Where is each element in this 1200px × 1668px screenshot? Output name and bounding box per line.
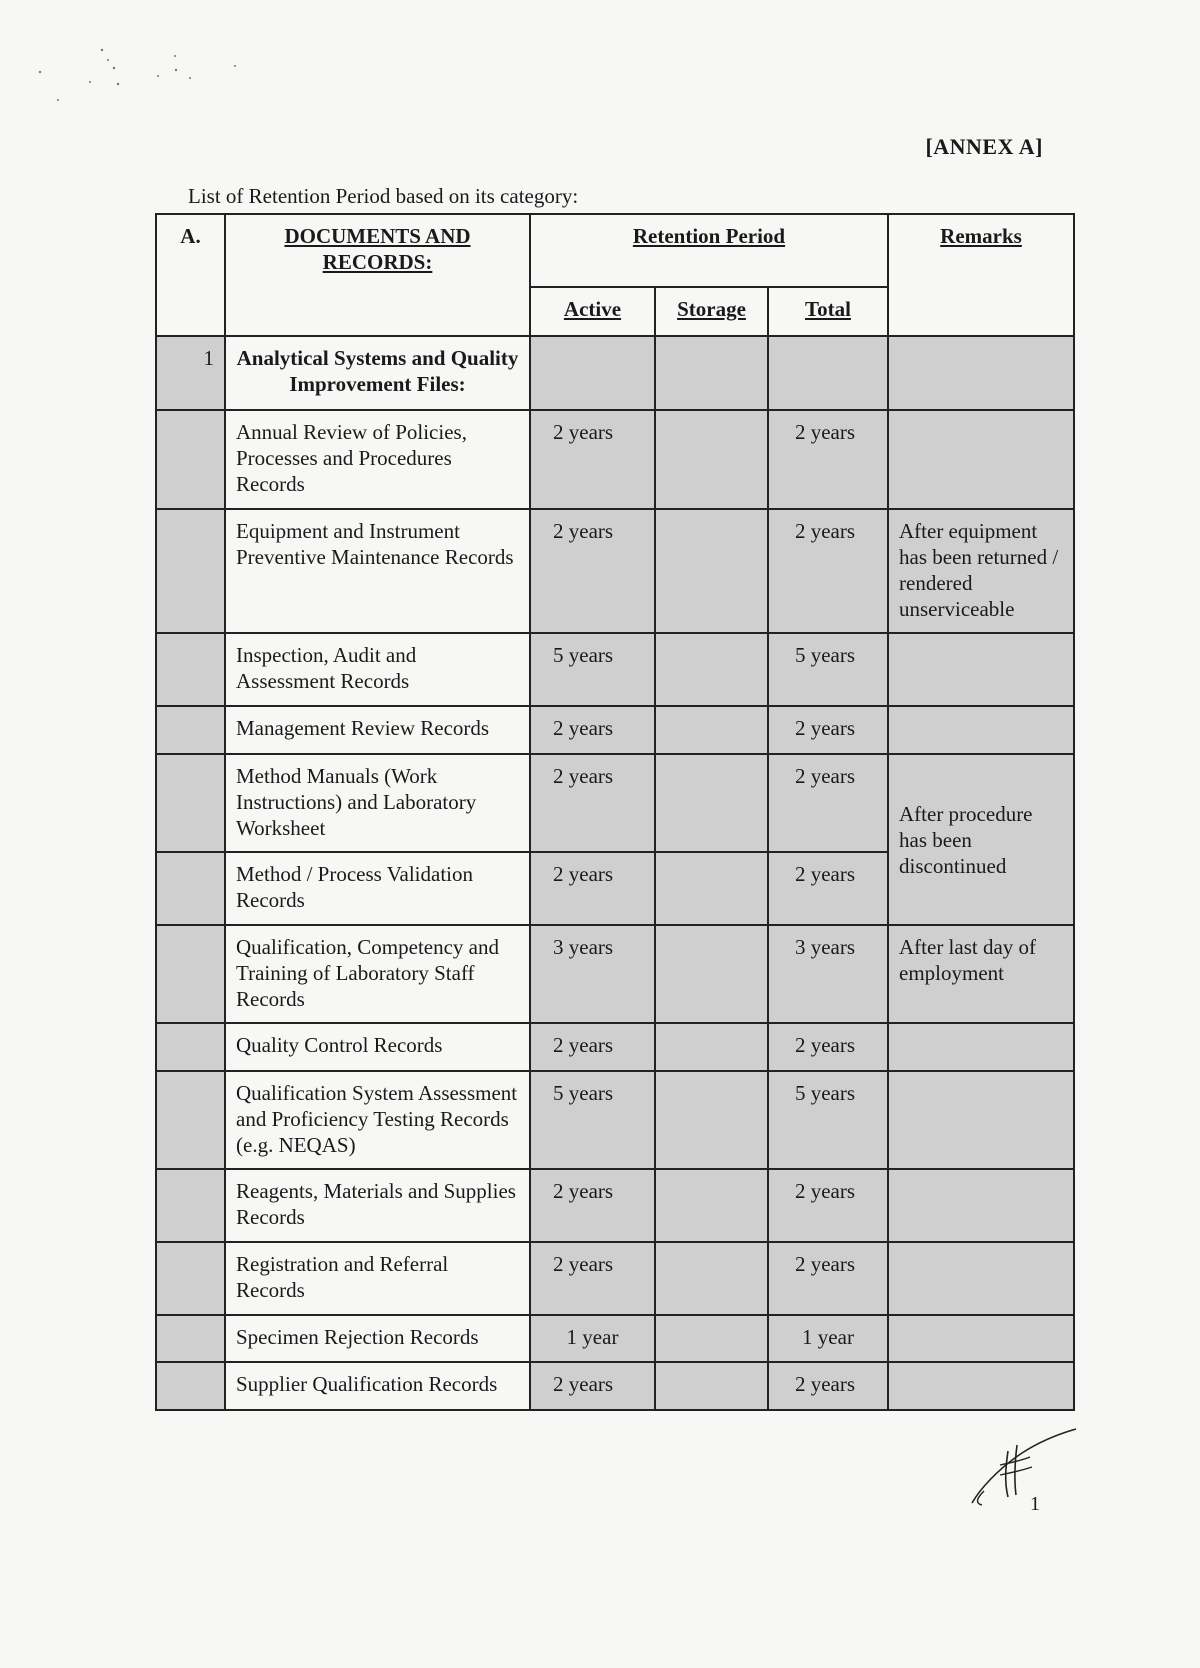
active-period: 3 years	[530, 925, 655, 1023]
record-name: Equipment and Instrument Preventive Maintenance Records	[225, 509, 530, 633]
record-name: Method Manuals (Work Instructions) and Laboratory Worksheet	[225, 754, 530, 852]
table-row	[156, 1169, 1074, 1242]
total-period: 2 years	[768, 852, 888, 925]
record-name: Qualification System Assessment and Proficiency Testing Records (e.g. NEQAS)	[225, 1071, 530, 1169]
total-period: 2 years	[768, 754, 888, 852]
col-remarks-header: Remarks	[888, 214, 1074, 336]
table-row	[156, 509, 1074, 633]
table-row	[156, 410, 1074, 509]
total-period: 5 years	[768, 1071, 888, 1169]
section-title: Analytical Systems and Quality Improvement Files:	[225, 336, 530, 410]
record-name: Qualification, Competency and Training of Laboratory Staff Records	[225, 925, 530, 1023]
table-row	[156, 1071, 1074, 1169]
record-name: Supplier Qualification Records	[225, 1362, 530, 1410]
total-period: 2 years	[768, 509, 888, 633]
total-period: 5 years	[768, 633, 888, 706]
col-retention-header: Retention Period	[530, 214, 888, 287]
section-row	[156, 336, 1074, 410]
annex-label: [ANNEX A]	[925, 134, 1043, 159]
col-a-header: A.	[156, 214, 225, 336]
record-name: Annual Review of Policies, Processes and Procedures Records	[225, 410, 530, 509]
col-storage-header: Storage	[655, 287, 768, 336]
total-period: 2 years	[768, 1242, 888, 1315]
table-row	[156, 633, 1074, 706]
signature	[970, 1425, 1080, 1515]
col-docs-header: DOCUMENTS AND RECORDS:	[225, 214, 530, 336]
remarks: After procedure has been discontinued	[888, 754, 1074, 925]
active-period: 5 years	[530, 633, 655, 706]
total-period: 2 years	[768, 1362, 888, 1410]
table-row	[156, 754, 1074, 852]
record-name: Specimen Rejection Records	[225, 1315, 530, 1362]
active-period: 2 years	[530, 754, 655, 852]
active-period: 2 years	[530, 1242, 655, 1315]
table-row	[156, 1023, 1074, 1071]
record-name: Quality Control Records	[225, 1023, 530, 1071]
table-row	[156, 925, 1074, 1023]
page-number: 1	[1030, 1493, 1040, 1515]
record-name: Method / Process Validation Records	[225, 852, 530, 925]
record-name: Reagents, Materials and Supplies Records	[225, 1169, 530, 1242]
section-number: 1	[156, 336, 225, 410]
table-row	[156, 1242, 1074, 1315]
record-name: Management Review Records	[225, 706, 530, 754]
intro-text: List of Retention Period based on its category:	[188, 184, 579, 208]
table-row	[156, 1362, 1074, 1410]
col-total-header: Total	[768, 287, 888, 336]
table-row	[156, 1315, 1074, 1362]
active-period: 2 years	[530, 706, 655, 754]
remarks: After equipment has been returned / rendered unserviceable	[888, 509, 1074, 633]
active-period: 2 years	[530, 410, 655, 509]
remarks: After last day of employment	[888, 925, 1074, 1023]
total-period: 3 years	[768, 925, 888, 1023]
active-period: 1 year	[530, 1315, 655, 1362]
total-period: 1 year	[768, 1315, 888, 1362]
active-period: 2 years	[530, 1362, 655, 1410]
col-active-header: Active	[530, 287, 655, 336]
record-name: Registration and Referral Records	[225, 1242, 530, 1315]
active-period: 2 years	[530, 852, 655, 925]
active-period: 2 years	[530, 1023, 655, 1071]
scan-specks	[30, 40, 290, 110]
retention-table	[155, 213, 1075, 1411]
total-period: 2 years	[768, 1023, 888, 1071]
total-period: 2 years	[768, 410, 888, 509]
active-period: 5 years	[530, 1071, 655, 1169]
total-period: 2 years	[768, 1169, 888, 1242]
active-period: 2 years	[530, 509, 655, 633]
active-period: 2 years	[530, 1169, 655, 1242]
record-name: Inspection, Audit and Assessment Records	[225, 633, 530, 706]
total-period: 2 years	[768, 706, 888, 754]
table-row	[156, 706, 1074, 754]
